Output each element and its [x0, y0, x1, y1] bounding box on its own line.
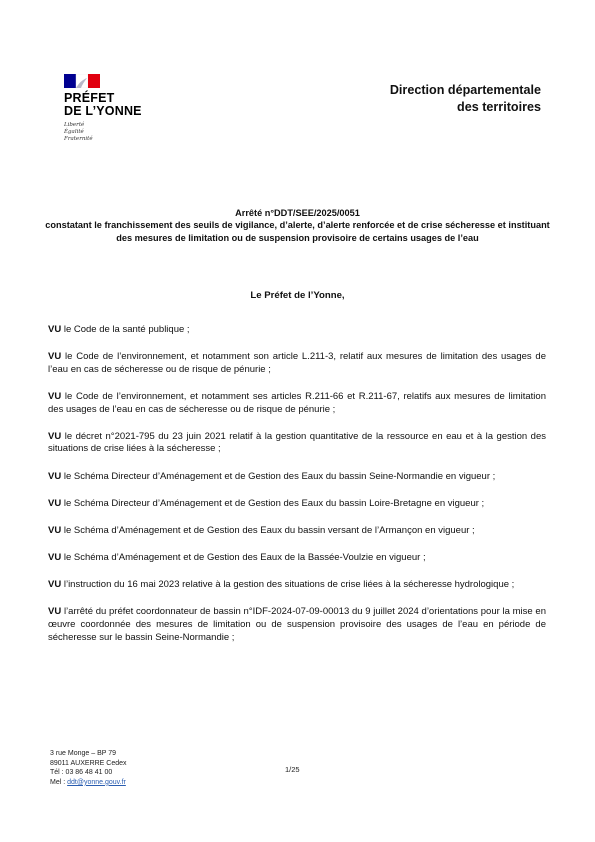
footer-email-link[interactable]: ddt@yonne.gouv.fr: [67, 778, 126, 786]
vu-list: [48, 324, 546, 659]
footer-email-label: Mel :: [50, 778, 68, 786]
vu-keyword: VU: [48, 579, 62, 591]
direction-heading: [390, 82, 541, 116]
vu-keyword: VU: [48, 430, 62, 442]
vu-item: [48, 579, 546, 592]
vu-text: le Schéma Directeur d’Aménagement et de Gestion des Eaux du bassin Loire-Bretagne en vigueur ;: [63, 497, 485, 509]
arrete-title: [40, 207, 555, 244]
vu-text: le Code de la santé publique ;: [63, 324, 190, 335]
vu-keyword: VU: [48, 390, 62, 402]
vu-keyword: VU: [48, 470, 62, 482]
logo-line-1: PRÉFET: [64, 91, 115, 105]
logo-line-2: DE L’YONNE: [64, 104, 142, 118]
marianne-flag-icon: [64, 74, 100, 88]
vu-text: l’arrêté du préfet coordonnateur de bassin n°IDF-2024-07-09-00013 du 9 juillet 2024 d’orientations pour la mise en œuvre coordonnée des mesures de limitation ou de suspension provisoire des usages de l’eau en période de sécheresse sur le bassin Seine-Normandie ;: [48, 606, 546, 643]
republic-motto: [64, 122, 164, 143]
vu-item: [48, 552, 546, 565]
vu-item: [48, 351, 546, 376]
motto-liberte: Liberté: [64, 122, 85, 128]
vu-text: le Schéma d’Aménagement et de Gestion des Eaux de la Bassée-Voulzie en vigueur ;: [63, 552, 426, 564]
vu-item: [48, 525, 546, 538]
vu-keyword: VU: [48, 606, 62, 618]
vu-text: le Schéma Directeur d’Aménagement et de Gestion des Eaux du bassin Seine-Normandie en vigueur ;: [63, 470, 496, 482]
footer-email-line: [50, 778, 127, 788]
vu-keyword: VU: [48, 552, 62, 564]
prefecture-logo: [64, 74, 164, 143]
motto-egalite: Égalité: [64, 129, 84, 135]
vu-text: l’instruction du 16 mai 2023 relative à la gestion des situations de crise liées à la sécheresse hydrologique ;: [63, 579, 515, 591]
vu-keyword: VU: [48, 497, 62, 509]
vu-item: [48, 391, 546, 416]
page-number: 1/25: [285, 765, 300, 774]
arrete-subject: constatant le franchissement des seuils de vigilance, d’alerte, d’alerte renforcée et de crise sécheresse et instituant des mesures de limitation ou de suspension provisoire de certains usages de l’eau: [45, 220, 550, 243]
vu-item: [48, 431, 546, 456]
vu-keyword: VU: [48, 524, 62, 536]
footer-contact: [50, 749, 127, 787]
arrete-number: Arrêté n°DDT/SEE/2025/0051: [235, 208, 360, 218]
direction-line-1: Direction départementale: [389, 83, 541, 97]
motto-fraternite: Fraternité: [64, 136, 93, 142]
vu-text: le décret n°2021-795 du 23 juin 2021 relatif à la gestion quantitative de la ressource en eau et à la gestion des situations de crise liées à la sécheresse ;: [48, 430, 546, 455]
vu-text: le Code de l’environnement, et notamment ses articles R.211-66 et R.211-67, relatifs aux mesures de limitation des usages de l’eau en cas de sécheresse ou de risque de pénurie ;: [48, 390, 546, 415]
logo-title: [64, 92, 164, 118]
footer-phone: Tél : 03 86 48 41 00: [50, 769, 113, 777]
footer-address-1: 3 rue Monge – BP 79: [50, 750, 117, 757]
vu-item: [48, 498, 546, 511]
vu-text: le Schéma d’Aménagement et de Gestion des Eaux du bassin versant de l’Armançon en vigueur ;: [63, 524, 475, 536]
prefet-heading: Le Préfet de l’Yonne,: [250, 290, 345, 301]
vu-item: [48, 471, 546, 484]
vu-text: le Code de l’environnement, et notamment son article L.211-3, relatif aux mesures de limitation des usages de l’eau en cas de sécheresse ou de risque de pénurie ;: [48, 351, 546, 375]
footer-address-2: 89011 AUXERRE Cedex: [50, 759, 127, 767]
direction-line-2: des territoires: [457, 100, 541, 114]
vu-item: [48, 606, 546, 644]
vu-keyword: VU: [48, 351, 62, 363]
vu-keyword: VU: [48, 324, 62, 335]
vu-item: [48, 324, 546, 337]
